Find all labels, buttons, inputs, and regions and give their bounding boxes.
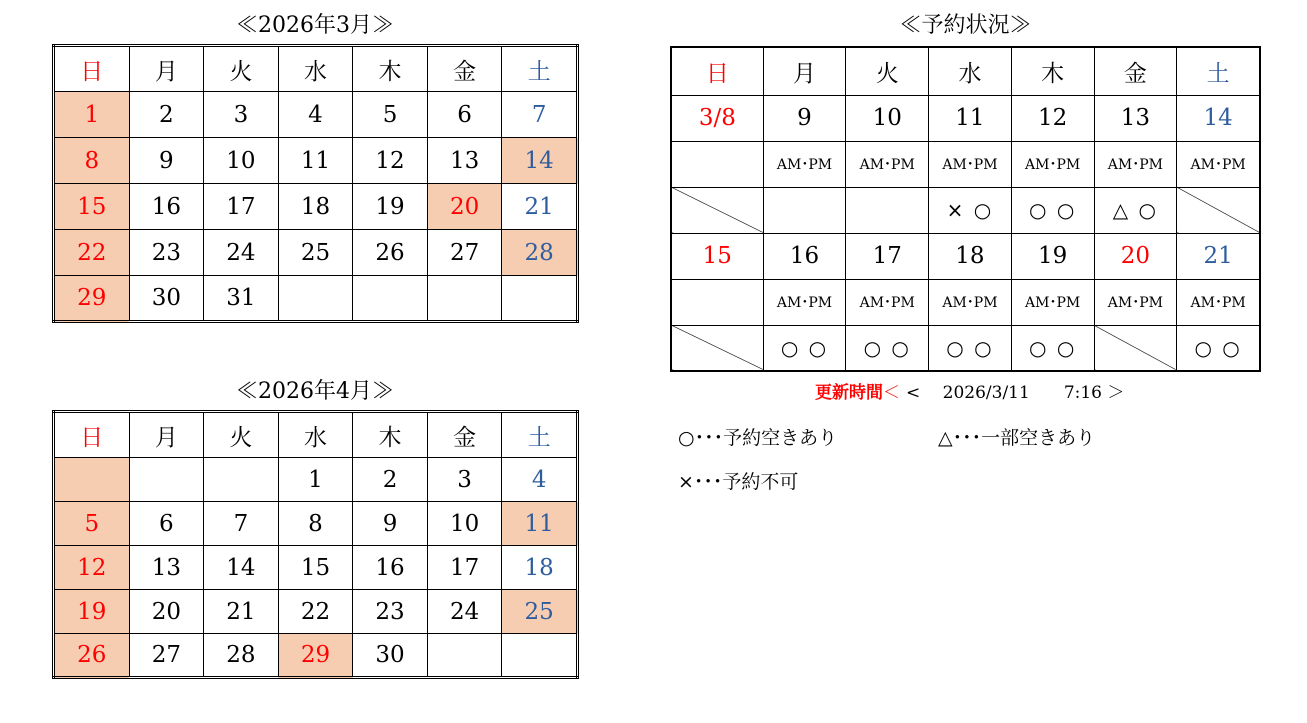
closed-cell bbox=[671, 325, 763, 371]
status-cell bbox=[846, 187, 929, 233]
day-cell: 11 bbox=[278, 138, 353, 184]
reservation-date: 11 bbox=[929, 95, 1012, 141]
reservation-date: 13 bbox=[1094, 95, 1177, 141]
reservation-date: 15 bbox=[671, 233, 763, 279]
day-cell: 16 bbox=[129, 184, 204, 230]
day-cell: 9 bbox=[129, 138, 204, 184]
day-cell: 29 bbox=[278, 634, 353, 678]
reservation-date: 20 bbox=[1094, 233, 1177, 279]
status-cell: ○ ○ bbox=[763, 325, 846, 371]
reservation-date: 17 bbox=[846, 233, 929, 279]
ampm-label: AM･PM bbox=[1011, 141, 1094, 187]
day-cell: 24 bbox=[204, 230, 279, 276]
april-title: ≪2026年4月≫ bbox=[236, 379, 394, 404]
day-cell: 4 bbox=[278, 92, 353, 138]
day-cell: 21 bbox=[204, 590, 279, 634]
day-cell: 3 bbox=[204, 92, 279, 138]
day-cell: 10 bbox=[427, 502, 502, 546]
march-calendar bbox=[52, 44, 579, 323]
day-cell bbox=[129, 458, 204, 502]
day-cell: 14 bbox=[502, 138, 578, 184]
closed-cell bbox=[1177, 187, 1260, 233]
day-cell bbox=[353, 276, 428, 322]
legend-partial: △･･･一部空きあり bbox=[938, 427, 1096, 449]
day-cell: 27 bbox=[427, 230, 502, 276]
reservation-weekday: 木 bbox=[1011, 47, 1094, 95]
day-cell: 26 bbox=[353, 230, 428, 276]
reservation-date: 9 bbox=[763, 95, 846, 141]
day-cell: 17 bbox=[204, 184, 279, 230]
day-cell: 1 bbox=[54, 92, 130, 138]
day-cell: 28 bbox=[502, 230, 578, 276]
day-cell: 20 bbox=[427, 184, 502, 230]
updated-value: < 2026/3/11 7:16 ＞ bbox=[906, 383, 1125, 403]
reservation-date: 14 bbox=[1177, 95, 1260, 141]
ampm-label: AM･PM bbox=[846, 141, 929, 187]
legend-available: ○･･･予約空きあり bbox=[678, 427, 838, 449]
day-cell: 8 bbox=[278, 502, 353, 546]
weekday-header: 木 bbox=[353, 412, 428, 458]
reservation-date: 19 bbox=[1011, 233, 1094, 279]
day-cell: 7 bbox=[204, 502, 279, 546]
day-cell: 17 bbox=[427, 546, 502, 590]
day-cell: 19 bbox=[54, 590, 130, 634]
day-cell: 21 bbox=[502, 184, 578, 230]
reservation-weekday: 土 bbox=[1177, 47, 1260, 95]
day-cell: 12 bbox=[54, 546, 130, 590]
status-cell: ○ ○ bbox=[1011, 187, 1094, 233]
reservation-date: 18 bbox=[929, 233, 1012, 279]
reservation-weekday: 水 bbox=[929, 47, 1012, 95]
day-cell: 5 bbox=[54, 502, 130, 546]
reservation-weekday: 月 bbox=[763, 47, 846, 95]
status-cell: ○ ○ bbox=[846, 325, 929, 371]
updated-open: ＜ bbox=[883, 383, 900, 403]
ampm-label: AM･PM bbox=[1177, 141, 1260, 187]
day-cell: 12 bbox=[353, 138, 428, 184]
legend-unavailable: ×･･･予約不可 bbox=[678, 471, 799, 493]
weekday-header: 水 bbox=[278, 46, 353, 92]
day-cell bbox=[502, 634, 578, 678]
day-cell: 16 bbox=[353, 546, 428, 590]
day-cell: 11 bbox=[502, 502, 578, 546]
day-cell: 6 bbox=[427, 92, 502, 138]
day-cell: 19 bbox=[353, 184, 428, 230]
day-cell: 13 bbox=[129, 546, 204, 590]
updated-label: 更新時間 bbox=[815, 383, 883, 403]
reservation-date: 16 bbox=[763, 233, 846, 279]
reservation-date: 12 bbox=[1011, 95, 1094, 141]
weekday-header: 金 bbox=[427, 46, 502, 92]
day-cell: 4 bbox=[502, 458, 578, 502]
closed-cell bbox=[1094, 325, 1177, 371]
weekday-header: 水 bbox=[278, 412, 353, 458]
day-cell: 18 bbox=[502, 546, 578, 590]
weekday-header: 土 bbox=[502, 46, 578, 92]
day-cell bbox=[427, 276, 502, 322]
ampm-label: AM･PM bbox=[1094, 279, 1177, 325]
status-cell: ○ ○ bbox=[1177, 325, 1260, 371]
day-cell: 2 bbox=[129, 92, 204, 138]
ampm-label bbox=[671, 279, 763, 325]
march-title: ≪2026年3月≫ bbox=[236, 13, 394, 38]
ampm-label bbox=[671, 141, 763, 187]
weekday-header: 日 bbox=[54, 412, 130, 458]
ampm-label: AM･PM bbox=[846, 279, 929, 325]
ampm-label: AM･PM bbox=[1011, 279, 1094, 325]
reservation-weekday: 金 bbox=[1094, 47, 1177, 95]
reservation-table bbox=[670, 46, 1261, 372]
updated-time bbox=[815, 378, 1124, 403]
ampm-label: AM･PM bbox=[763, 279, 846, 325]
day-cell: 27 bbox=[129, 634, 204, 678]
reservation-date: 3/8 bbox=[671, 95, 763, 141]
reservation-date: 21 bbox=[1177, 233, 1260, 279]
day-cell: 3 bbox=[427, 458, 502, 502]
april-calendar bbox=[52, 410, 579, 679]
day-cell: 9 bbox=[353, 502, 428, 546]
ampm-label: AM･PM bbox=[1094, 141, 1177, 187]
day-cell: 10 bbox=[204, 138, 279, 184]
ampm-label: AM･PM bbox=[929, 141, 1012, 187]
day-cell: 8 bbox=[54, 138, 130, 184]
day-cell: 2 bbox=[353, 458, 428, 502]
day-cell: 20 bbox=[129, 590, 204, 634]
status-cell: ○ ○ bbox=[1011, 325, 1094, 371]
day-cell bbox=[204, 458, 279, 502]
day-cell: 14 bbox=[204, 546, 279, 590]
day-cell: 23 bbox=[353, 590, 428, 634]
reservation-title: ≪予約状況≫ bbox=[899, 13, 1032, 38]
status-cell: △ ○ bbox=[1094, 187, 1177, 233]
day-cell: 15 bbox=[54, 184, 130, 230]
reservation-weekday: 日 bbox=[671, 47, 763, 95]
day-cell: 29 bbox=[54, 276, 130, 322]
weekday-header: 火 bbox=[204, 412, 279, 458]
day-cell: 25 bbox=[278, 230, 353, 276]
day-cell: 31 bbox=[204, 276, 279, 322]
weekday-header: 火 bbox=[204, 46, 279, 92]
day-cell: 28 bbox=[204, 634, 279, 678]
weekday-header: 木 bbox=[353, 46, 428, 92]
day-cell: 24 bbox=[427, 590, 502, 634]
day-cell: 15 bbox=[278, 546, 353, 590]
day-cell: 22 bbox=[278, 590, 353, 634]
closed-cell bbox=[671, 187, 763, 233]
day-cell: 6 bbox=[129, 502, 204, 546]
day-cell bbox=[427, 634, 502, 678]
status-cell: ○ ○ bbox=[929, 325, 1012, 371]
day-cell: 25 bbox=[502, 590, 578, 634]
day-cell bbox=[278, 276, 353, 322]
ampm-label: AM･PM bbox=[1177, 279, 1260, 325]
weekday-header: 金 bbox=[427, 412, 502, 458]
ampm-label: AM･PM bbox=[763, 141, 846, 187]
day-cell: 1 bbox=[278, 458, 353, 502]
reservation-weekday: 火 bbox=[846, 47, 929, 95]
day-cell: 18 bbox=[278, 184, 353, 230]
weekday-header: 土 bbox=[502, 412, 578, 458]
reservation-date: 10 bbox=[846, 95, 929, 141]
ampm-label: AM･PM bbox=[929, 279, 1012, 325]
status-cell bbox=[763, 187, 846, 233]
day-cell: 5 bbox=[353, 92, 428, 138]
day-cell: 7 bbox=[502, 92, 578, 138]
weekday-header: 日 bbox=[54, 46, 130, 92]
day-cell: 22 bbox=[54, 230, 130, 276]
day-cell: 30 bbox=[353, 634, 428, 678]
day-cell: 26 bbox=[54, 634, 130, 678]
weekday-header: 月 bbox=[129, 412, 204, 458]
day-cell: 23 bbox=[129, 230, 204, 276]
day-cell: 13 bbox=[427, 138, 502, 184]
status-cell: × ○ bbox=[929, 187, 1012, 233]
weekday-header: 月 bbox=[129, 46, 204, 92]
day-cell bbox=[54, 458, 130, 502]
day-cell: 30 bbox=[129, 276, 204, 322]
day-cell bbox=[502, 276, 578, 322]
